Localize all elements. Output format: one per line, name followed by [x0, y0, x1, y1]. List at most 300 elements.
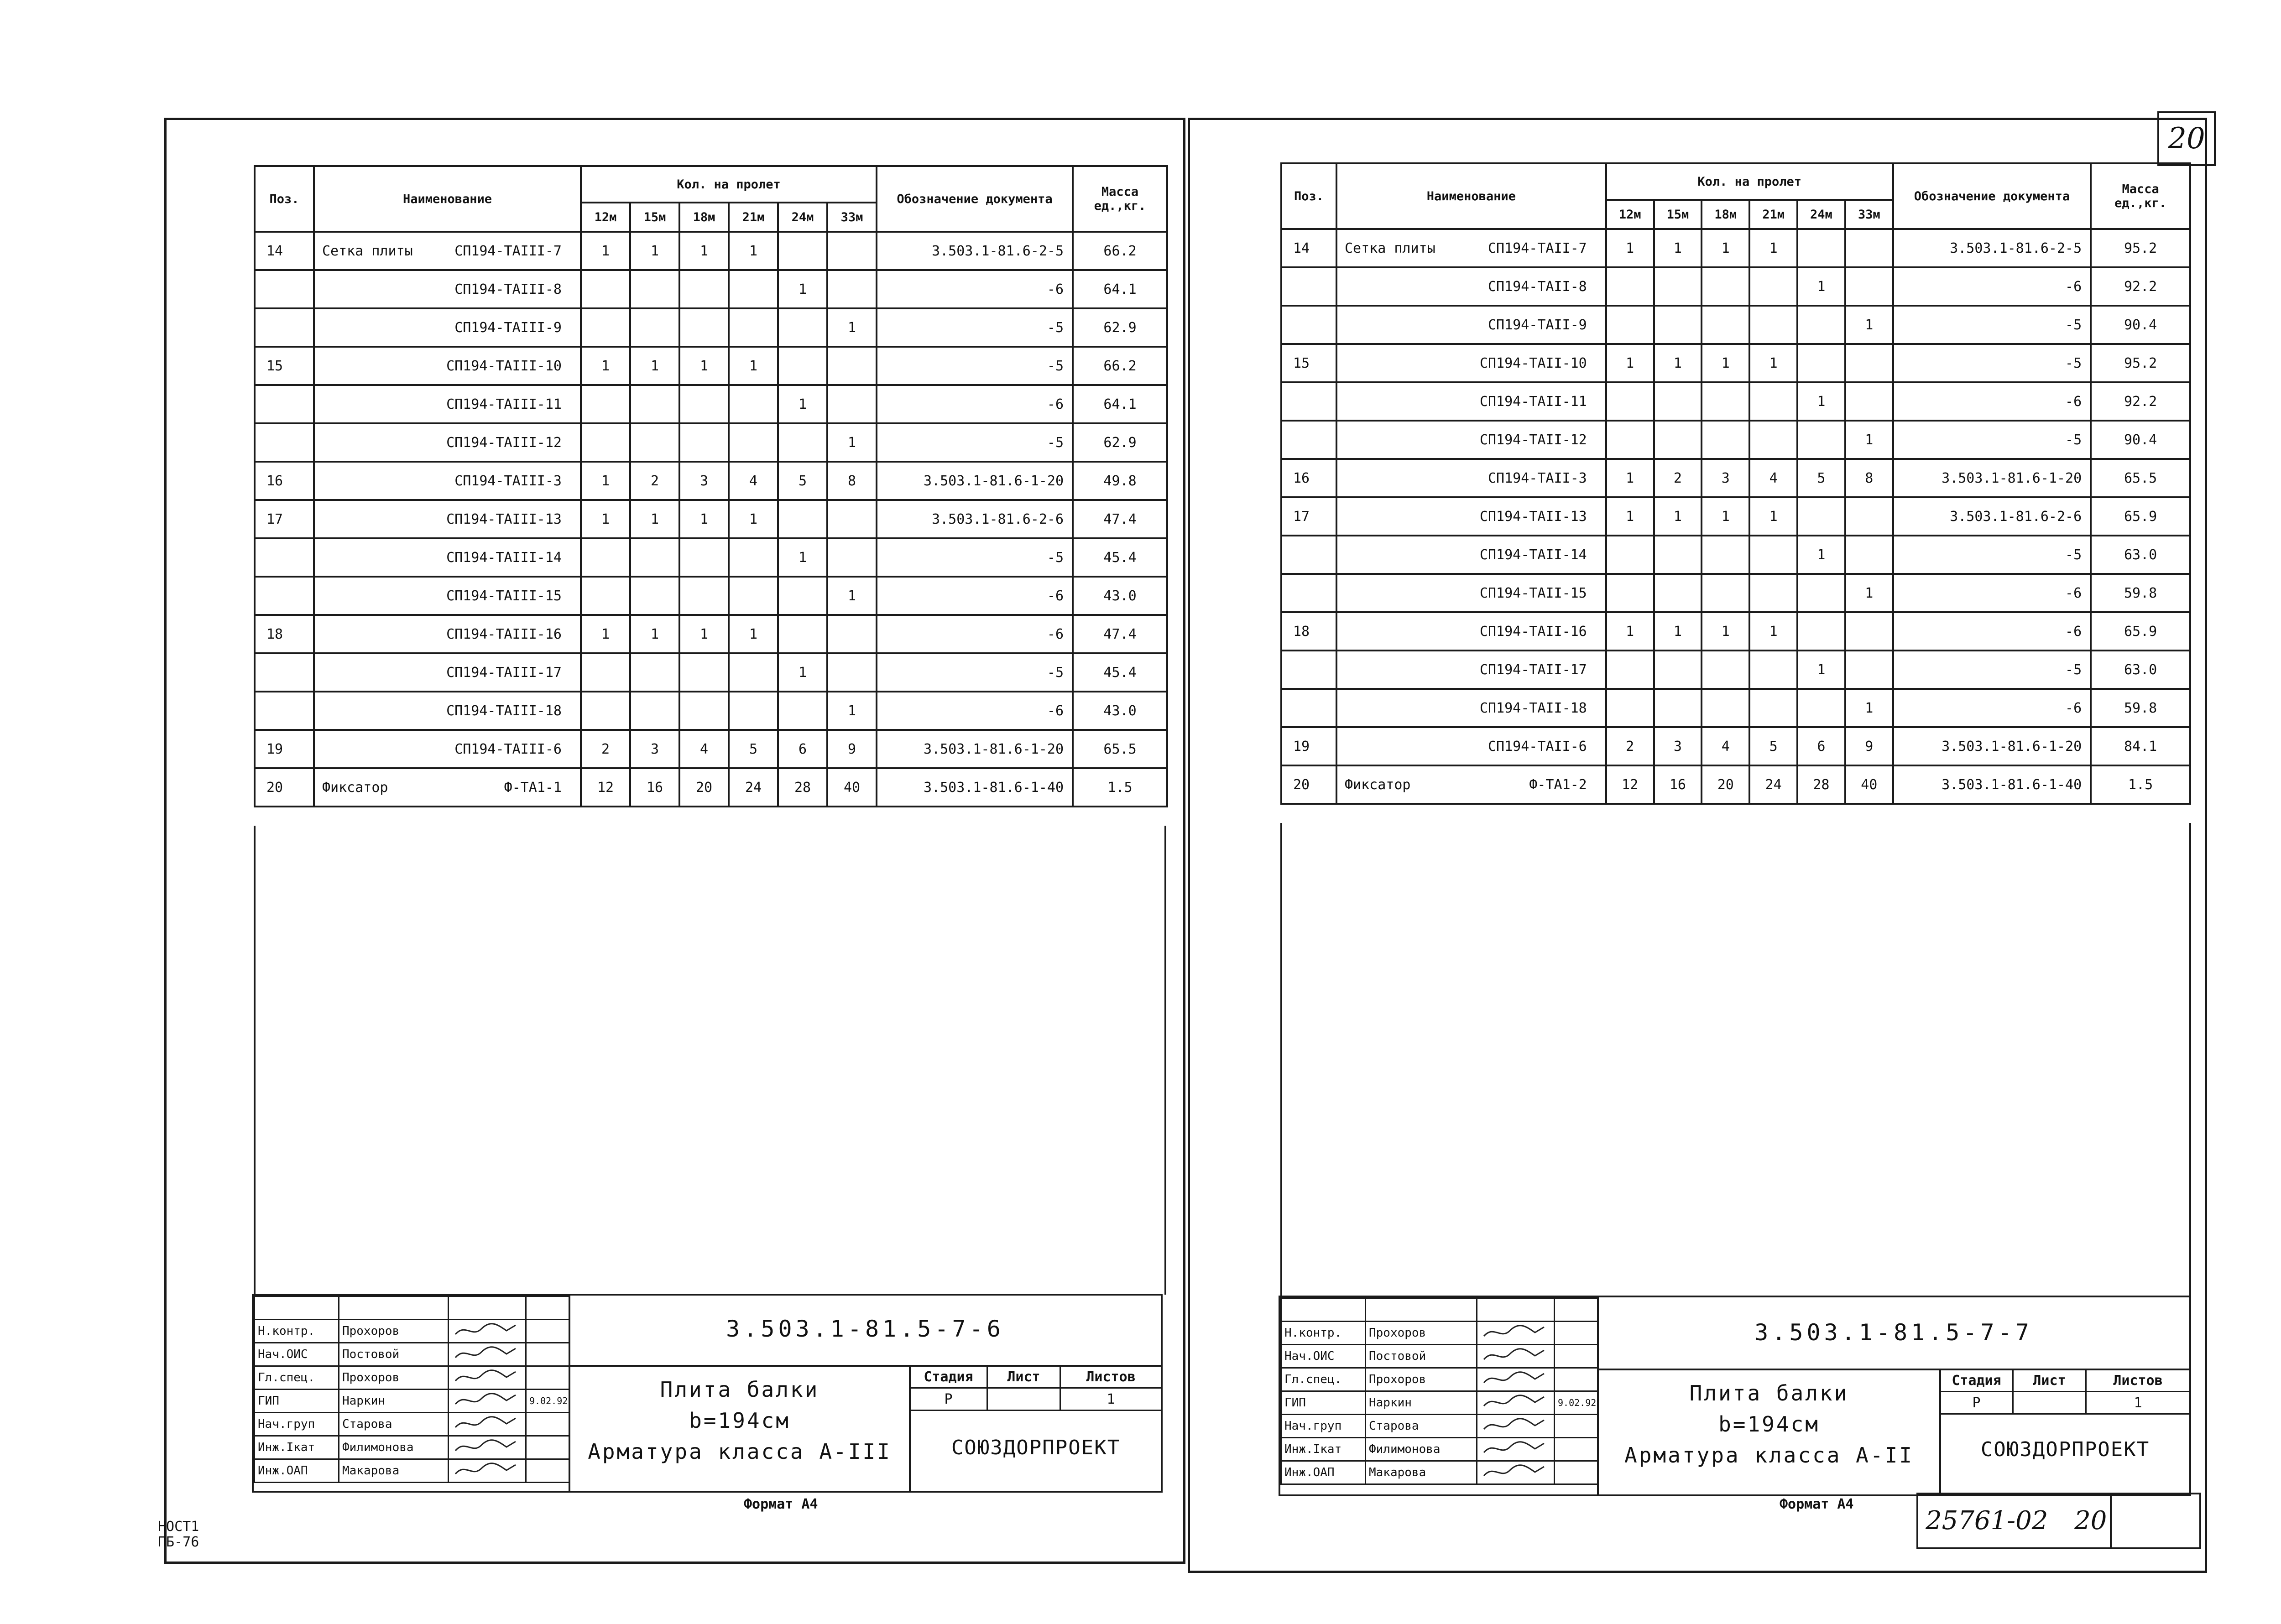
approval-name: Наркин: [339, 1390, 449, 1413]
row-mass: 90.4: [2091, 421, 2190, 459]
left-stage-table: [909, 1365, 1162, 1411]
signature: [449, 1436, 526, 1459]
row-mass: 1.5: [1073, 768, 1167, 807]
table-row: [1281, 727, 2190, 765]
gost-line-1: НОСТ1: [158, 1519, 199, 1535]
row-pos: [1281, 574, 1336, 612]
sheet-value: [2013, 1392, 2086, 1414]
row-name: Ф-ТА1-2: [1529, 776, 1587, 793]
approval-name: Макарова: [339, 1459, 449, 1483]
right-drawing-title: [1602, 1378, 1937, 1471]
row-name: СП194-ТАIII-3: [454, 473, 562, 489]
row-qty: [1702, 574, 1749, 612]
row-qty: [1749, 536, 1797, 574]
row-pos: [255, 270, 314, 308]
approval-role: Инж.ОАП: [255, 1459, 339, 1483]
table-row: [1281, 382, 2190, 421]
stage-value: Р: [1940, 1392, 2013, 1414]
header-name: Наименование: [314, 166, 581, 232]
signature: [1477, 1391, 1555, 1415]
row-pos: 18: [1281, 612, 1336, 651]
row-mass: 64.1: [1073, 270, 1167, 308]
row-name: СП194-ТАIII-16: [446, 626, 562, 642]
row-qty: [679, 270, 729, 308]
approval-date: [1555, 1368, 1598, 1391]
row-qty: [729, 270, 778, 308]
approval-row: [1281, 1368, 1598, 1391]
approval-row: [255, 1320, 569, 1343]
row-name-cell: [314, 577, 581, 615]
row-qty: [778, 347, 827, 385]
gost-line-2: ПБ-76: [158, 1534, 199, 1550]
row-qty: [1606, 651, 1654, 689]
row-qty: 12: [581, 768, 630, 807]
row-doc: -5: [1893, 306, 2091, 344]
row-qty: [778, 692, 827, 730]
row-mass: 65.9: [2091, 497, 2190, 536]
row-qty: 1: [1845, 421, 1893, 459]
row-pos: [1281, 689, 1336, 727]
row-qty: [729, 692, 778, 730]
row-qty: [729, 577, 778, 615]
row-mass: 62.9: [1073, 423, 1167, 462]
row-mass: 43.0: [1073, 692, 1167, 730]
row-qty: [729, 653, 778, 692]
row-qty: 4: [679, 730, 729, 768]
row-doc: -5: [877, 653, 1073, 692]
row-qty: 1: [1606, 497, 1654, 536]
row-pos: [1281, 306, 1336, 344]
row-qty: 1: [581, 232, 630, 270]
header-span: 15м: [1654, 200, 1702, 229]
row-qty: 16: [1654, 765, 1702, 804]
approval-date: [526, 1320, 569, 1343]
row-qty: [1702, 421, 1749, 459]
row-qty: 1: [1606, 612, 1654, 651]
table-row: [1281, 612, 2190, 651]
row-qty: [827, 653, 877, 692]
approval-name: Прохоров: [339, 1320, 449, 1343]
sheets-value: 1: [1060, 1388, 1162, 1411]
row-pos: [255, 653, 314, 692]
row-qty: 1: [778, 270, 827, 308]
row-qty: 1: [1702, 229, 1749, 267]
table-row: [255, 538, 1167, 577]
row-doc: 3.503.1-81.6-1-20: [1893, 727, 2091, 765]
row-name-cell: [1336, 574, 1606, 612]
approval-row: [1281, 1345, 1598, 1368]
signature: [449, 1413, 526, 1436]
row-name: СП194-ТАIII-8: [454, 281, 562, 297]
row-qty: 1: [1702, 497, 1749, 536]
row-qty: 1: [1845, 574, 1893, 612]
row-qty: [827, 615, 877, 653]
approval-role: Гл.спец.: [255, 1366, 339, 1390]
row-qty: [729, 385, 778, 423]
approval-role: Инж.ОАП: [1281, 1461, 1366, 1484]
stage-header: Стадия: [910, 1366, 987, 1388]
row-qty: 1: [679, 347, 729, 385]
row-qty: 3: [1654, 727, 1702, 765]
row-qty: [827, 500, 877, 538]
row-mass: 95.2: [2091, 344, 2190, 382]
approval-role: Инж.Iкат: [255, 1436, 339, 1459]
row-name: СП194-ТАIII-6: [454, 741, 562, 757]
approval-role: Н.контр.: [255, 1320, 339, 1343]
row-qty: 1: [581, 347, 630, 385]
row-name-cell: [314, 538, 581, 577]
row-qty: [581, 653, 630, 692]
table-row: [1281, 344, 2190, 382]
inventory-sheet: 20: [2074, 1506, 2107, 1536]
row-qty: [630, 270, 679, 308]
row-name: СП194-ТАII-11: [1479, 393, 1587, 410]
row-qty: [778, 615, 827, 653]
approval-row: [1281, 1322, 1598, 1345]
row-doc: 3.503.1-81.6-2-5: [1893, 229, 2091, 267]
row-doc: -6: [1893, 382, 2091, 421]
row-pos: [255, 423, 314, 462]
right-organization: СОЮЗДОРПРОЕКТ: [1980, 1438, 2150, 1461]
row-doc: 3.503.1-81.6-2-6: [877, 500, 1073, 538]
row-doc: -6: [1893, 689, 2091, 727]
signature: [1477, 1415, 1555, 1438]
row-name: СП194-ТАIII-14: [446, 549, 562, 566]
row-name: СП194-ТАII-7: [1488, 240, 1587, 256]
row-qty: [1845, 536, 1893, 574]
row-mass: 63.0: [2091, 651, 2190, 689]
row-qty: 40: [827, 768, 877, 807]
row-qty: [581, 577, 630, 615]
row-pos: 16: [1281, 459, 1336, 497]
header-doc: Обозначение документа: [877, 166, 1073, 232]
approval-row: [255, 1459, 569, 1483]
row-qty: 1: [581, 462, 630, 500]
approval-name: Прохоров: [339, 1366, 449, 1390]
signature: [449, 1366, 526, 1390]
header-name: Наименование: [1336, 163, 1606, 229]
row-qty: [1749, 689, 1797, 727]
row-qty: [1606, 421, 1654, 459]
table-row: [1281, 765, 2190, 804]
row-qty: [679, 653, 729, 692]
row-doc: -5: [877, 347, 1073, 385]
approval-name: Макарова: [1366, 1461, 1477, 1484]
row-qty: [1749, 306, 1797, 344]
row-mass: 47.4: [1073, 615, 1167, 653]
row-name-cell: [314, 653, 581, 692]
row-pos: 18: [255, 615, 314, 653]
row-qty: [1797, 612, 1845, 651]
row-qty: [1654, 421, 1702, 459]
row-name-cell: [1336, 267, 1606, 306]
approval-date: [526, 1436, 569, 1459]
row-lead: Фиксатор: [322, 779, 388, 796]
row-name-cell: [1336, 536, 1606, 574]
table-row: [1281, 306, 2190, 344]
approval-row: [1281, 1461, 1598, 1484]
row-qty: 5: [1749, 727, 1797, 765]
row-qty: 1: [1797, 267, 1845, 306]
row-qty: 1: [630, 615, 679, 653]
blank-cell: [449, 1296, 526, 1320]
inventory-number: 25761-02: [1926, 1506, 2048, 1536]
row-mass: 65.5: [1073, 730, 1167, 768]
row-name: СП194-ТАII-14: [1479, 547, 1587, 563]
row-qty: 1: [1797, 382, 1845, 421]
row-qty: [1654, 689, 1702, 727]
row-pos: [255, 538, 314, 577]
row-qty: 1: [1654, 612, 1702, 651]
approval-row: [255, 1413, 569, 1436]
row-name-cell: [1336, 306, 1606, 344]
row-qty: 1: [1797, 651, 1845, 689]
sheets-header: Листов: [1060, 1366, 1162, 1388]
approval-name: Старова: [339, 1413, 449, 1436]
approval-row: [1281, 1415, 1598, 1438]
row-pos: 19: [255, 730, 314, 768]
row-qty: 1: [1606, 459, 1654, 497]
header-pos: Поз.: [255, 166, 314, 232]
row-pos: 16: [255, 462, 314, 500]
row-qty: 1: [581, 615, 630, 653]
blank-cell: [339, 1296, 449, 1320]
row-doc: 3.503.1-81.6-2-5: [877, 232, 1073, 270]
row-qty: [1702, 382, 1749, 421]
row-doc: -5: [877, 423, 1073, 462]
table-row: [255, 232, 1167, 270]
row-name-cell: [1336, 459, 1606, 497]
row-pos: 20: [1281, 765, 1336, 804]
row-qty: 40: [1845, 765, 1893, 804]
signature: [449, 1459, 526, 1483]
right-title-line-1: Плита балки: [1689, 1381, 1849, 1405]
row-doc: -6: [877, 577, 1073, 615]
approval-date: [526, 1366, 569, 1390]
row-qty: 3: [1702, 459, 1749, 497]
row-mass: 66.2: [1073, 232, 1167, 270]
row-qty: 3: [630, 730, 679, 768]
sheet-header: Лист: [2013, 1369, 2086, 1392]
row-name: СП194-ТАIII-15: [446, 588, 562, 604]
table-row: [1281, 574, 2190, 612]
row-pos: [255, 692, 314, 730]
right-document-code: 3.503.1-81.5-7-7: [1754, 1319, 2033, 1346]
header-span: 33м: [827, 203, 877, 232]
left-approvals-table: [254, 1296, 570, 1483]
header-span: 24м: [1797, 200, 1845, 229]
row-qty: 16: [630, 768, 679, 807]
row-qty: [1797, 497, 1845, 536]
left-organization: СОЮЗДОРПРОЕКТ: [951, 1436, 1121, 1459]
row-qty: 6: [778, 730, 827, 768]
row-doc: -6: [877, 270, 1073, 308]
row-qty: [729, 308, 778, 347]
row-mass: 92.2: [2091, 382, 2190, 421]
row-doc: -5: [877, 308, 1073, 347]
header-qty: Кол. на пролет: [581, 166, 877, 203]
header-span: 18м: [679, 203, 729, 232]
row-qty: [827, 538, 877, 577]
approval-row: [1281, 1438, 1598, 1461]
row-mass: 65.9: [2091, 612, 2190, 651]
row-qty: [729, 538, 778, 577]
row-qty: [1654, 574, 1702, 612]
row-pos: 15: [255, 347, 314, 385]
row-qty: [1606, 574, 1654, 612]
row-lead: Сетка плиты: [1344, 240, 1435, 256]
sheet-header: Лист: [987, 1366, 1060, 1388]
row-qty: [1654, 651, 1702, 689]
blank-cell: [1281, 1298, 1366, 1322]
row-name-cell: [314, 232, 581, 270]
signature: [449, 1343, 526, 1366]
row-qty: 3: [679, 462, 729, 500]
left-title-line-1: Плита балки: [660, 1377, 819, 1402]
row-qty: [679, 423, 729, 462]
row-doc: -5: [1893, 536, 2091, 574]
row-mass: 62.9: [1073, 308, 1167, 347]
row-name: СП194-ТАIII-10: [446, 358, 562, 374]
table-row: [255, 615, 1167, 653]
signature: [1477, 1322, 1555, 1345]
left-drawing-title: [573, 1374, 906, 1467]
row-pos: 20: [255, 768, 314, 807]
row-qty: [581, 538, 630, 577]
row-doc: -6: [1893, 267, 2091, 306]
approval-name: Постовой: [1366, 1345, 1477, 1368]
row-name: СП194-ТАII-8: [1488, 278, 1587, 295]
row-doc: -5: [1893, 344, 2091, 382]
row-qty: 1: [1797, 536, 1845, 574]
row-mass: 90.4: [2091, 306, 2190, 344]
row-qty: 9: [827, 730, 877, 768]
row-qty: [1702, 267, 1749, 306]
approval-role: Гл.спец.: [1281, 1368, 1366, 1391]
row-doc: 3.503.1-81.6-1-40: [1893, 765, 2091, 804]
row-qty: [1797, 689, 1845, 727]
row-name-cell: [1336, 382, 1606, 421]
row-mass: 65.5: [2091, 459, 2190, 497]
header-span: 15м: [630, 203, 679, 232]
row-mass: 49.8: [1073, 462, 1167, 500]
row-qty: 1: [679, 232, 729, 270]
row-qty: [1702, 306, 1749, 344]
row-qty: [581, 270, 630, 308]
signature: [449, 1320, 526, 1343]
row-qty: [679, 577, 729, 615]
row-lead: Сетка плиты: [322, 243, 413, 259]
approval-date: [1555, 1415, 1598, 1438]
row-name: СП194-ТАII-13: [1479, 508, 1587, 525]
table-row: [1281, 421, 2190, 459]
row-qty: 28: [778, 768, 827, 807]
approval-blank-row: [1281, 1298, 1598, 1322]
signature: [449, 1390, 526, 1413]
row-pos: 14: [1281, 229, 1336, 267]
blank-cell: [526, 1296, 569, 1320]
row-qty: [778, 232, 827, 270]
table-row: [255, 653, 1167, 692]
row-mass: 59.8: [2091, 689, 2190, 727]
right-spec-table: [1280, 162, 2191, 805]
row-qty: [1606, 267, 1654, 306]
row-name: СП194-ТАII-15: [1479, 585, 1587, 601]
table-row: [255, 768, 1167, 807]
row-mass: 64.1: [1073, 385, 1167, 423]
row-qty: 12: [1606, 765, 1654, 804]
table-row: [1281, 459, 2190, 497]
row-qty: 20: [1702, 765, 1749, 804]
row-qty: 1: [778, 385, 827, 423]
row-qty: 1: [827, 308, 877, 347]
row-name-cell: [314, 692, 581, 730]
row-qty: 6: [1797, 727, 1845, 765]
row-qty: [630, 385, 679, 423]
table-row: [255, 692, 1167, 730]
row-qty: [630, 538, 679, 577]
row-qty: 1: [1654, 497, 1702, 536]
row-qty: [581, 385, 630, 423]
approval-role: ГИП: [1281, 1391, 1366, 1415]
row-pos: [1281, 267, 1336, 306]
row-qty: [778, 500, 827, 538]
row-qty: [630, 423, 679, 462]
row-name: СП194-ТАII-9: [1488, 317, 1587, 333]
row-qty: 4: [729, 462, 778, 500]
table-row: [1281, 497, 2190, 536]
row-mass: 63.0: [2091, 536, 2190, 574]
row-qty: 1: [1606, 344, 1654, 382]
signature: [1477, 1438, 1555, 1461]
row-doc: 3.503.1-81.6-1-20: [1893, 459, 2091, 497]
row-mass: 1.5: [2091, 765, 2190, 804]
row-qty: [1797, 229, 1845, 267]
header-span: 24м: [778, 203, 827, 232]
row-name: СП194-ТАII-10: [1479, 355, 1587, 371]
table-row: [1281, 536, 2190, 574]
row-qty: [1797, 344, 1845, 382]
row-qty: 1: [827, 423, 877, 462]
row-qty: 1: [679, 500, 729, 538]
row-name-cell: [1336, 497, 1606, 536]
row-doc: -6: [877, 692, 1073, 730]
approval-row: [255, 1436, 569, 1459]
row-qty: 1: [827, 692, 877, 730]
header-span: 18м: [1702, 200, 1749, 229]
row-qty: [630, 308, 679, 347]
approval-date: 9.02.92: [1555, 1391, 1598, 1415]
row-qty: [1749, 651, 1797, 689]
row-qty: [827, 385, 877, 423]
row-qty: 5: [1797, 459, 1845, 497]
row-pos: [1281, 536, 1336, 574]
row-doc: -6: [1893, 612, 2091, 651]
approval-role: Нач.груп: [1281, 1415, 1366, 1438]
table-row: [1281, 689, 2190, 727]
row-name-cell: [314, 347, 581, 385]
row-qty: 1: [1606, 229, 1654, 267]
row-name-cell: [1336, 229, 1606, 267]
row-qty: 5: [778, 462, 827, 500]
row-name-cell: [1336, 421, 1606, 459]
row-qty: [1654, 267, 1702, 306]
row-qty: [1845, 497, 1893, 536]
row-doc: 3.503.1-81.6-1-20: [877, 462, 1073, 500]
header-span: 12м: [581, 203, 630, 232]
row-qty: [1797, 574, 1845, 612]
row-doc: 3.503.1-81.6-1-20: [877, 730, 1073, 768]
